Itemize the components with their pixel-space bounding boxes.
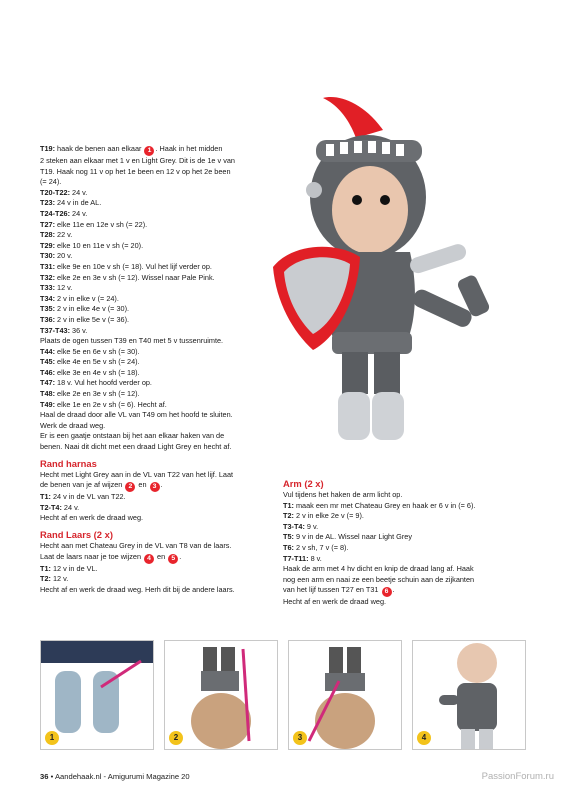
round-label: T23: bbox=[40, 198, 56, 208]
instruction-line bbox=[40, 177, 272, 188]
instruction-line bbox=[40, 156, 272, 167]
instruction-line bbox=[40, 503, 272, 514]
instruction-line bbox=[40, 492, 272, 503]
instruction-line bbox=[40, 564, 272, 575]
step-badge: 1 bbox=[144, 146, 154, 156]
round-label: T28: bbox=[40, 230, 56, 240]
instruction-line bbox=[40, 574, 272, 585]
round-label: T1: bbox=[40, 492, 51, 502]
line-text: . bbox=[392, 585, 395, 595]
instruction-line bbox=[40, 585, 272, 596]
page-number: 36 bbox=[40, 772, 49, 781]
line-text: . bbox=[160, 480, 163, 490]
instruction-line bbox=[283, 585, 523, 597]
footer-magazine: - Amigurumi Magazine 20 bbox=[103, 772, 190, 781]
round-label: T44: bbox=[40, 346, 56, 356]
photo-number: 4 bbox=[417, 731, 431, 745]
step-badge: 2 bbox=[125, 482, 135, 492]
instruction-line bbox=[40, 378, 272, 389]
instruction-line bbox=[40, 368, 272, 379]
instruction-line bbox=[283, 554, 523, 565]
step-badge: 5 bbox=[168, 554, 178, 564]
line-text: (= 24). bbox=[40, 177, 62, 187]
line-text: Hecht aan met Chateau Grey in de VL van T8 van de laars. bbox=[40, 541, 232, 550]
line-text: 2 v sh, 7 v (= 8). bbox=[293, 542, 349, 552]
instruction-line bbox=[283, 564, 523, 575]
line-text: van het lijf tussen T27 en T31 bbox=[283, 585, 381, 595]
line-text: Hecht met Light Grey aan in de VL van T22 van het lijf. Laat bbox=[40, 469, 234, 479]
instruction-line bbox=[283, 501, 523, 512]
round-label: T30: bbox=[40, 251, 56, 261]
instruction-line bbox=[40, 357, 272, 368]
line-text: maak een mr met Chateau Grey en haak er 6 v in (= 6). bbox=[293, 500, 476, 510]
line-text: haak de benen aan elkaar bbox=[55, 144, 144, 153]
line-text: Werk de draad weg. bbox=[40, 420, 106, 430]
round-label: T35: bbox=[40, 304, 56, 314]
instruction-line bbox=[40, 273, 272, 284]
instruction-line bbox=[40, 188, 272, 199]
round-label: T37-T43: bbox=[40, 325, 71, 335]
footer-site: Aandehaak.nl bbox=[54, 772, 102, 781]
round-label: T31: bbox=[40, 261, 56, 271]
round-label: T1: bbox=[40, 563, 51, 573]
round-label: T29: bbox=[40, 240, 56, 250]
round-label: T45: bbox=[40, 357, 56, 367]
line-text: . Haak in het midden bbox=[155, 144, 223, 153]
instruction-line bbox=[283, 490, 523, 501]
right-column bbox=[283, 478, 523, 608]
step-photo-3 bbox=[288, 640, 402, 750]
step-badge: 6 bbox=[382, 587, 392, 597]
photo-number: 3 bbox=[293, 731, 307, 745]
line-text: en bbox=[155, 551, 168, 561]
line-text: 9 v in de AL. Wissel naar Light Grey bbox=[293, 532, 412, 542]
line-text: Vul tijdens het haken de arm licht op. bbox=[283, 490, 403, 499]
round-label: T24-T26: bbox=[40, 208, 71, 218]
line-text: elke 5e en 6e v sh (= 30). bbox=[55, 346, 140, 356]
line-text: Haak de arm met 4 hv dicht en knip de draad lang af. Haak bbox=[283, 564, 474, 574]
round-label: T19: bbox=[40, 144, 56, 153]
instruction-line bbox=[283, 532, 523, 543]
line-text: 24 v. bbox=[70, 208, 88, 218]
round-label: T2-T4: bbox=[40, 502, 62, 512]
line-text: en bbox=[136, 480, 149, 490]
line-text: elke 2e en 3e v sh (= 12). Wissel naar Pale Pink. bbox=[55, 272, 215, 282]
instruction-line bbox=[40, 315, 272, 326]
round-label: T20-T22: bbox=[40, 187, 71, 197]
line-text: T19. Haak nog 11 v op het 1e been en 12 v op het 2e been bbox=[40, 166, 231, 176]
line-text: 12 v. bbox=[55, 283, 73, 293]
line-text: elke 4e en 5e v sh (= 24). bbox=[55, 357, 140, 367]
line-text: 2 v in elke 4e v (= 30). bbox=[55, 304, 130, 314]
section-title: Rand harnas bbox=[40, 457, 97, 469]
instruction-line bbox=[40, 241, 272, 252]
round-label: T7-T11: bbox=[283, 553, 309, 563]
line-text: nog een arm en naai ze een beetje schuin aan de zijkanten bbox=[283, 574, 475, 584]
round-label: T33: bbox=[40, 283, 56, 293]
line-text: 12 v. bbox=[50, 574, 69, 584]
line-text: elke 11e en 12e v sh (= 22). bbox=[55, 219, 148, 229]
line-text: 12 v in de VL. bbox=[50, 563, 98, 573]
line-text: 24 v. bbox=[61, 502, 80, 512]
instruction-line bbox=[40, 220, 272, 231]
instruction-line bbox=[283, 575, 523, 586]
instruction-line bbox=[40, 347, 272, 358]
left-column bbox=[40, 144, 272, 595]
round-label: T1: bbox=[283, 500, 294, 510]
instruction-line bbox=[40, 431, 272, 442]
round-label: T5: bbox=[283, 532, 294, 542]
instruction-line bbox=[40, 470, 272, 481]
line-text: Hecht af en werk de draad weg. bbox=[283, 597, 387, 607]
round-label: T47: bbox=[40, 378, 56, 388]
line-text: elke 9e en 10e v sh (= 18). Vul het lijf verder op. bbox=[55, 261, 212, 271]
round-label: T2: bbox=[283, 511, 294, 521]
instruction-line bbox=[283, 511, 523, 522]
line-text: 2 steken aan elkaar met 1 v en Light Grey. Dit is de 1e v van bbox=[40, 156, 235, 165]
instruction-line bbox=[40, 251, 272, 262]
line-text: de benen van je af wijzen bbox=[40, 480, 125, 490]
photo-number: 2 bbox=[169, 731, 183, 745]
instruction-line bbox=[40, 198, 272, 209]
instruction-line bbox=[40, 552, 272, 564]
photo-number: 1 bbox=[45, 731, 59, 745]
instruction-line bbox=[40, 400, 272, 411]
instruction-line bbox=[283, 597, 523, 608]
step-photo-4 bbox=[412, 640, 526, 750]
watermark: PassionForum.ru bbox=[481, 771, 554, 782]
line-text: Hecht af en werk de draad weg. bbox=[40, 513, 144, 523]
instruction-line bbox=[40, 283, 272, 294]
round-label: T27: bbox=[40, 219, 56, 229]
instruction-line bbox=[40, 442, 272, 453]
line-text: . bbox=[179, 551, 182, 561]
round-label: T34: bbox=[40, 293, 56, 303]
step-badge: 4 bbox=[144, 554, 154, 564]
line-text: Er is een gaatje ontstaan bij het aan elkaar haken van de bbox=[40, 431, 225, 441]
line-text: elke 10 en 11e v sh (= 20). bbox=[55, 240, 144, 250]
instruction-line bbox=[283, 522, 523, 533]
line-text: 8 v. bbox=[308, 553, 322, 563]
line-text: 22 v. bbox=[55, 230, 73, 240]
round-label: T36: bbox=[40, 314, 56, 324]
line-text: benen. Naai dit dicht met een draad Light Grey en hecht af. bbox=[40, 442, 232, 452]
round-label: T2: bbox=[40, 574, 51, 584]
line-text: 36 v. bbox=[70, 325, 88, 335]
instruction-line bbox=[40, 144, 272, 156]
line-text: 24 v. bbox=[70, 187, 88, 197]
step-photo-1 bbox=[40, 640, 154, 750]
section-title: Rand Laars (2 x) bbox=[40, 529, 113, 540]
instruction-line bbox=[40, 304, 272, 315]
line-text: 2 v in elke 5e v (= 36). bbox=[55, 314, 130, 324]
instruction-line bbox=[40, 262, 272, 273]
round-label: T3-T4: bbox=[283, 521, 305, 531]
line-text: elke 1e en 2e v sh (= 6). Hecht af. bbox=[55, 399, 167, 409]
instruction-line bbox=[40, 336, 272, 347]
instruction-line bbox=[40, 326, 272, 337]
line-text: 20 v. bbox=[55, 251, 73, 261]
instruction-line bbox=[40, 389, 272, 400]
knight-doll-photo bbox=[268, 82, 518, 472]
line-text: 2 v in elke 2e v (= 9). bbox=[293, 511, 364, 521]
round-label: T32: bbox=[40, 272, 56, 282]
step-badge: 3 bbox=[150, 482, 160, 492]
line-text: elke 3e en 4e v sh (= 18). bbox=[55, 367, 140, 377]
section-title: Arm (2 x) bbox=[283, 478, 324, 489]
line-text: Laat de laars naar je toe wijzen bbox=[40, 551, 144, 561]
instruction-line bbox=[40, 209, 272, 220]
round-label: T48: bbox=[40, 389, 56, 399]
line-text: 24 v in de VL van T22. bbox=[50, 492, 126, 502]
line-text: 24 v in de AL. bbox=[55, 198, 102, 208]
line-text: elke 2e en 3e v sh (= 12). bbox=[55, 389, 140, 399]
instruction-line bbox=[283, 543, 523, 554]
line-text: 2 v in elke v (= 24). bbox=[55, 293, 119, 303]
instruction-line bbox=[40, 513, 272, 524]
round-label: T6: bbox=[283, 542, 294, 552]
line-text: Hecht af en werk de draad weg. Herh dit bij de andere laars. bbox=[40, 584, 235, 594]
instruction-line bbox=[40, 167, 272, 178]
instruction-line bbox=[40, 230, 272, 241]
step-photo-2 bbox=[164, 640, 278, 750]
instruction-line bbox=[40, 541, 272, 552]
footer-bullet: • bbox=[50, 772, 54, 781]
line-text: 18 v. Vul het hoofd verder op. bbox=[55, 378, 152, 388]
line-text: 9 v. bbox=[304, 521, 319, 531]
step-photos bbox=[40, 640, 526, 750]
instruction-line bbox=[40, 410, 272, 421]
instruction-line bbox=[40, 421, 272, 432]
round-label: T49: bbox=[40, 399, 56, 409]
instruction-line bbox=[40, 294, 272, 305]
line-text: Plaats de ogen tussen T39 en T40 met 5 v tussenruimte. bbox=[40, 336, 224, 346]
round-label: T46: bbox=[40, 367, 56, 377]
line-text: Haal de draad door alle VL van T49 om het hoofd te sluiten. bbox=[40, 410, 233, 420]
page-footer bbox=[40, 772, 190, 781]
instruction-line bbox=[40, 480, 272, 492]
